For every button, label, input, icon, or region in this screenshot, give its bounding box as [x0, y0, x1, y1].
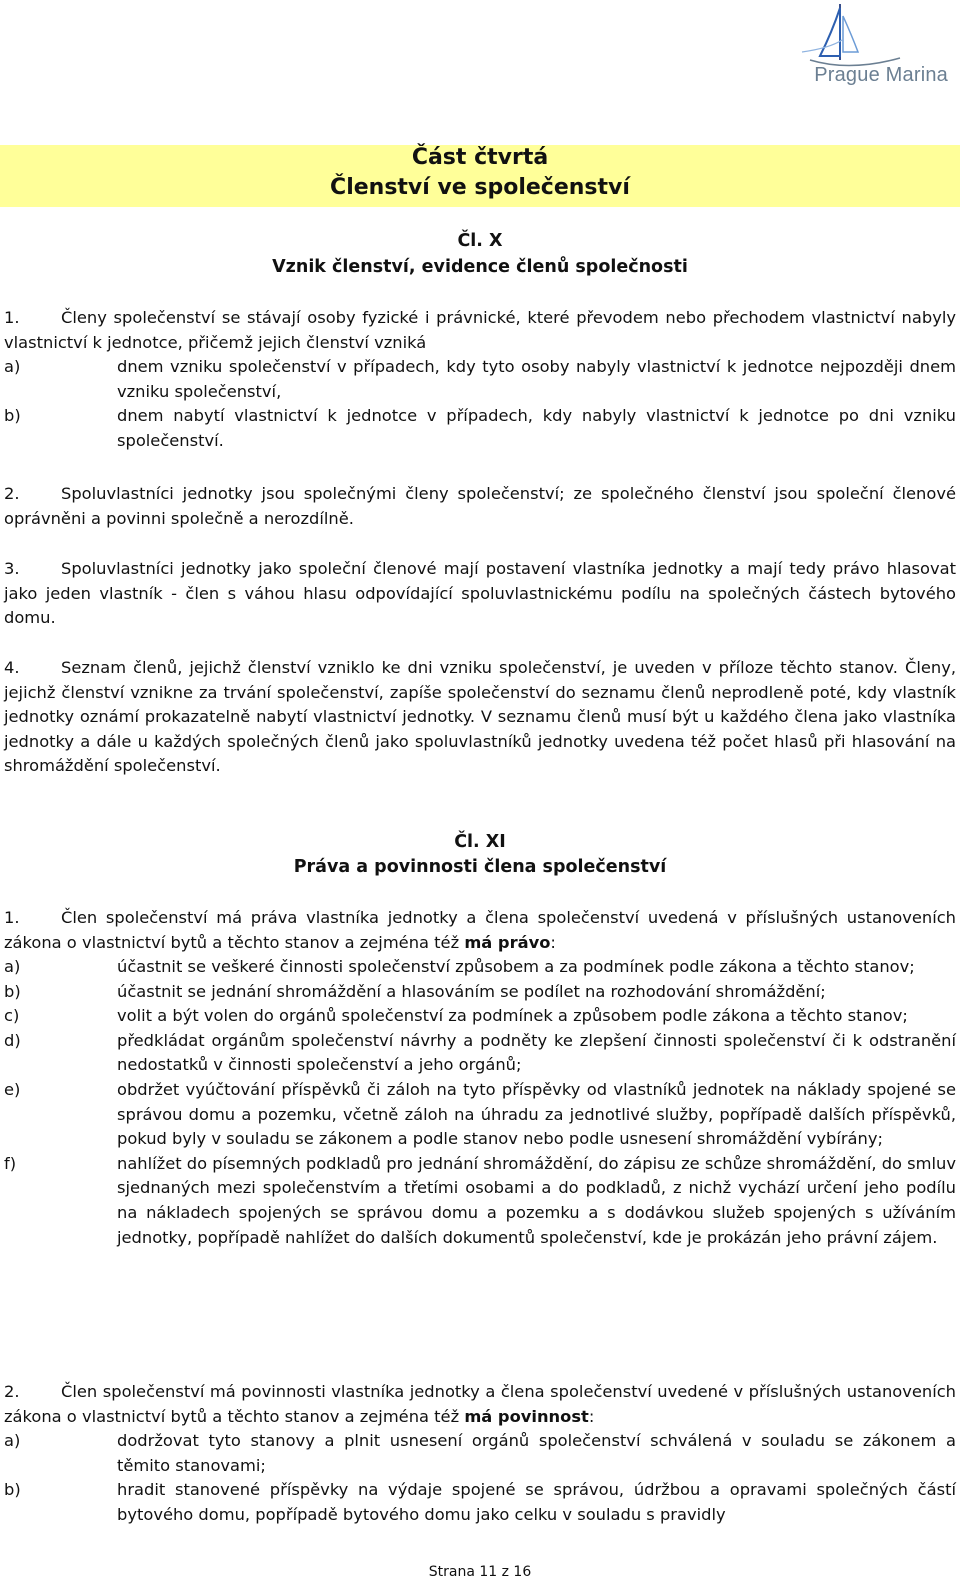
list-item [4, 1478, 956, 1527]
item-label: e) [4, 1079, 21, 1099]
emphasis: má právo [464, 932, 551, 952]
paragraph [4, 906, 956, 955]
item-text: dnem nabytí vlastnictví k jednotce v případech, kdy nabyly vlastnictví k jednotce po dni vzniku společenství. [117, 406, 956, 450]
paragraph-text: Spoluvlastníci jednotky jsou společnými členy společenství; ze společného členství jsou společní členové oprávněni a povinni společně a nerozdílně. [4, 484, 956, 528]
article-number: Čl. XI [454, 832, 506, 852]
item-label: a) [4, 957, 21, 976]
paragraph-number: 4. [4, 658, 20, 677]
list-item [4, 955, 956, 980]
paragraph [4, 656, 956, 779]
paragraph [4, 306, 956, 355]
list-item [4, 1152, 956, 1250]
list-item [4, 1078, 956, 1152]
paragraph-text: Členy společenství se stávají osoby fyzické i právnické, které převodem nebo přechodem vlastnictví nabyly vlastnictví k jednotce, přičemž jejich členství vzniká [4, 308, 956, 352]
paragraph-text [4, 1380, 956, 1429]
paragraph-text-main: Člen společenství má povinnosti vlastníka jednotky a člena společenství uvedené v příslušných ustanoveních zákona o vlastnictví bytů a těchto stanov a zejména též [4, 1382, 956, 1426]
page-number: Strana 11 z 16 [428, 1564, 532, 1580]
item-label: b) [4, 406, 21, 426]
item-text: účastnit se jednání shromáždění a hlasováním se podílet na rozhodování shromáždění; [117, 981, 826, 1001]
paragraph-text-main: Člen společenství má práva vlastníka jednotky a člena společenství uvedená v příslušných ustanoveních zákona o vlastnictví bytů a těchto stanov a zejména též [4, 908, 956, 952]
brand-name: Prague Marina [814, 64, 948, 86]
item-text: volit a být volen do orgánů společenství za podmínek a způsobem podle zákona a těchto stanov; [117, 1006, 908, 1026]
list-item [4, 1429, 956, 1478]
list-item [4, 1004, 956, 1029]
item-label: b) [4, 1480, 21, 1500]
item-text: předkládat orgánům společenství návrhy a podněty ke zlepšení činnosti společenství či k odstranění nedostatků v činnosti společenství a jeho orgánů; [117, 1030, 956, 1075]
item-text: nahlížet do písemných podkladů pro jednání shromáždění, do zápisu ze schůze shromáždění, do smluv sjednaných mezi společenstvím a třetími osobami a do podkladů, z nichž vychází určení jeho podílu na nákladech spojených se správou domu a pozemku a s dodávkou služeb spojených s užíváním jednotky, popřípadě nahlížet do dalších dokumentů společenství, kde je prokázán jeho právní zájem. [117, 1153, 956, 1247]
item-text: obdržet vyúčtování příspěvků či záloh na tyto příspěvky od vlastníků jednotek na náklady spojené se správou domu a pozemku, včetně záloh na úhradu za jednotlivé služby, popřípadě dalších příspěvků, pokud byly v souladu se zákonem a podle stanov nebo podle usnesení shromáždění vybírány; [117, 1079, 956, 1149]
punctuation: : [588, 1406, 595, 1426]
paragraph [4, 557, 956, 631]
paragraph-text [4, 906, 956, 955]
list-item [4, 404, 956, 453]
part-subtitle: Členství ve společenství [330, 175, 630, 200]
item-text: dodržovat tyto stanovy a plnit usnesení orgánů společenství schválená v souladu se zákonem a těmito stanovami; [117, 1431, 956, 1475]
item-list [4, 1429, 956, 1527]
item-label: d) [4, 1030, 21, 1050]
paragraph-text: Spoluvlastníci jednotky jako společní členové mají postavení vlastníka jednotky a mají tedy právo hlasovat jako jeden vlastník - člen s váhou hlasu odpovídající spoluvlastnickému podílu na společných částech bytového domu. [4, 559, 956, 628]
item-label: a) [4, 357, 21, 376]
paragraph-number: 3. [4, 559, 20, 578]
paragraph-number: 1. [4, 908, 20, 927]
emphasis: má povinnost [464, 1406, 589, 1426]
item-list [4, 955, 956, 1250]
list-item [4, 980, 956, 1005]
paragraph-number: 2. [4, 1382, 20, 1401]
item-text: dnem vzniku společenství v případech, kdy tyto osoby nabyly vlastnictví k jednotce nejpozději dnem vzniku společenství, [117, 357, 956, 401]
item-text: účastnit se veškeré činnosti společenství způsobem a za podmínek podle zákona a těchto stanov; [117, 957, 915, 976]
item-list [4, 355, 956, 453]
paragraph [4, 482, 956, 531]
part-title: Část čtvrtá [411, 145, 549, 170]
item-label: a) [4, 1431, 21, 1450]
item-text: hradit stanovené příspěvky na výdaje spojené se správou, údržbou a opravami společných částí bytového domu, popřípadě bytového domu jako celku v souladu s pravidly [117, 1480, 956, 1524]
article-title: Vznik členství, evidence členů společnosti [272, 257, 688, 277]
article-title: Práva a povinnosti člena společenství [293, 857, 667, 877]
punctuation: : [550, 932, 556, 952]
list-item [4, 355, 956, 404]
list-item [4, 1029, 956, 1078]
item-label: f) [4, 1153, 17, 1173]
item-label: c) [4, 1006, 20, 1026]
article-number: Čl. X [457, 231, 503, 251]
item-label: b) [4, 981, 21, 1001]
paragraph-text: Seznam členů, jejichž členství vzniklo ke dni vzniku společenství, je uveden v příloze těchto stanov. Členy, jejichž členství vznikne za trvání společenství, zapíše společenství do seznamu členů neprodleně poté, kdy vlastník jednotky oznámí prokazatelně nabytí vlastnictví jednotky. V seznamu členů musí být u každého člena jako vlastníka jednotky a dále u každých společných členů jako spoluvlastníků jednotky uvedena též počet hlasů při hlasování na shromáždění společenství. [4, 658, 956, 776]
paragraph-number: 1. [4, 308, 20, 327]
paragraph [4, 1380, 956, 1429]
paragraph-number: 2. [4, 484, 20, 503]
